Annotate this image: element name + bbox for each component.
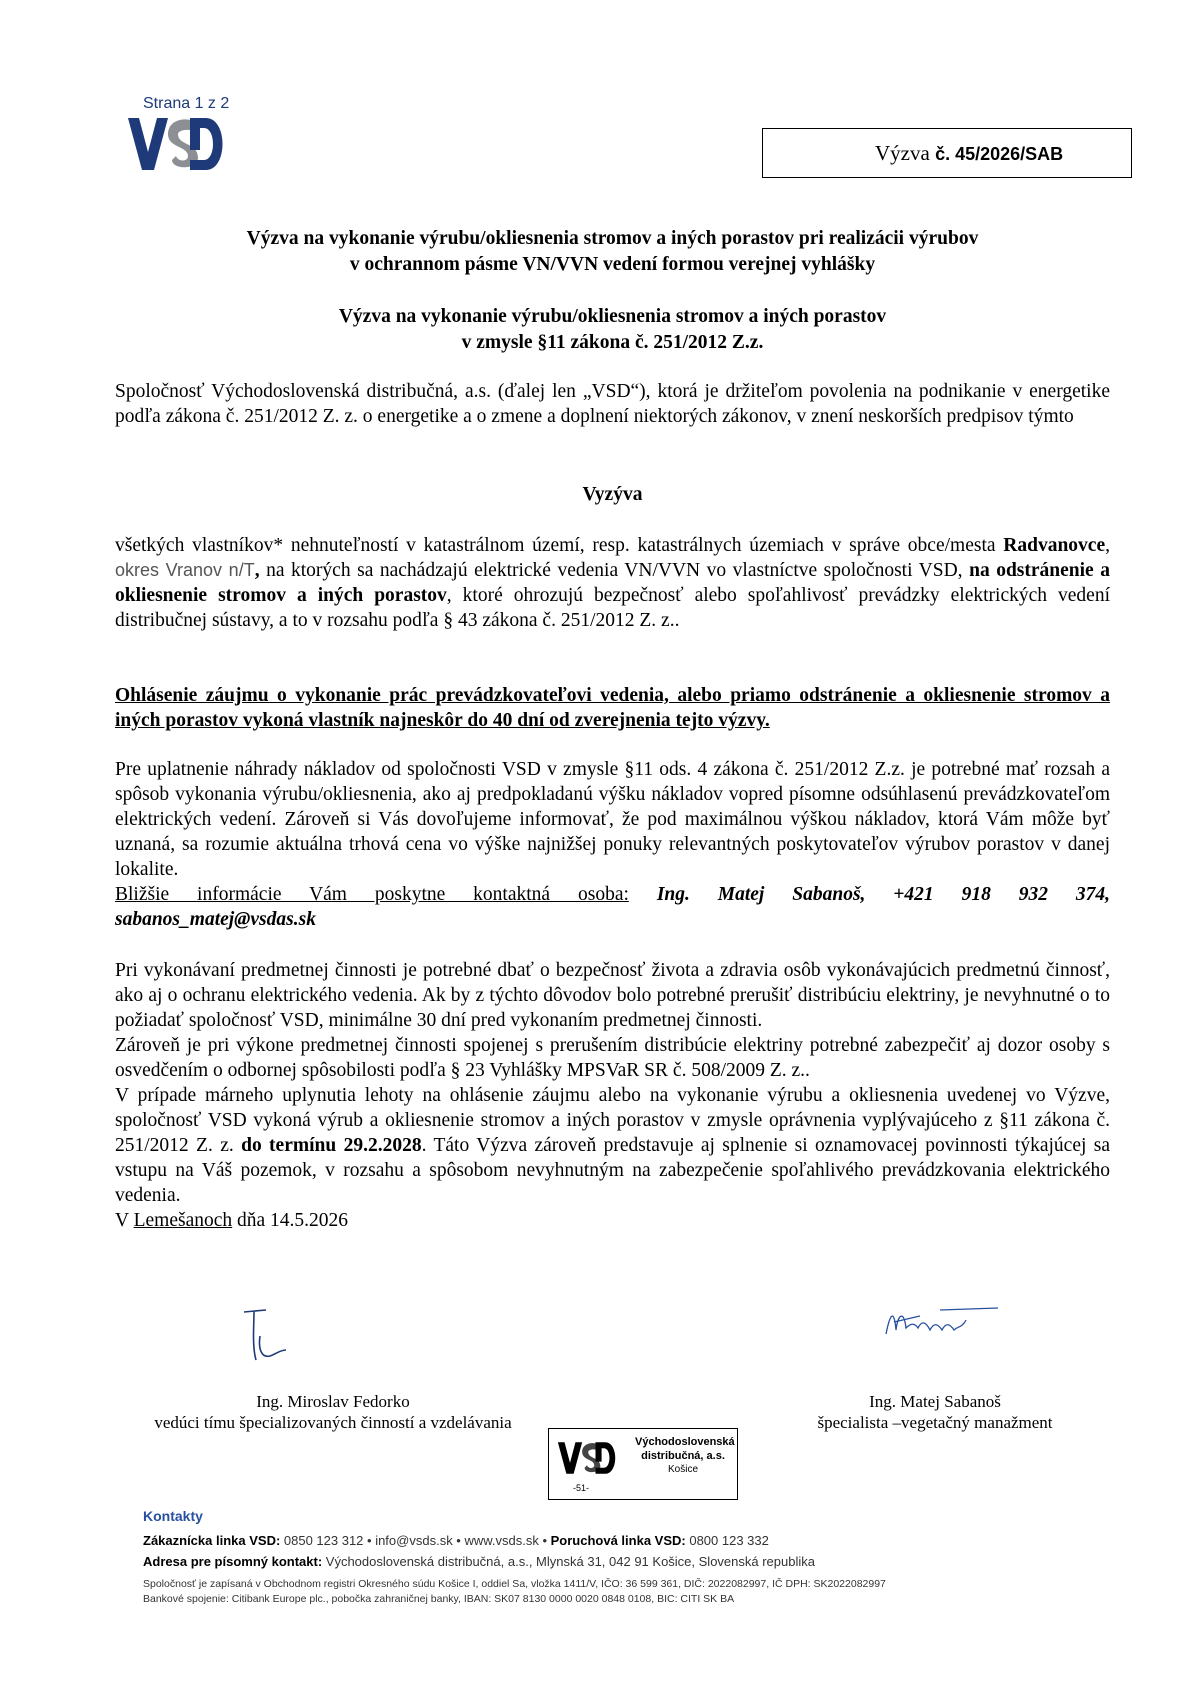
main-title-line2: v ochrannom pásme VN/VVN vedení formou verejnej vyhlášky: [349, 254, 876, 275]
sub-title: [115, 304, 1110, 356]
calls-bold-phrase: na odstránenie a okliesnenie stromov a iných porastov: [115, 560, 1110, 606]
stamp-line1: Východoslovenská: [635, 1436, 735, 1448]
footer-fault-label: Poruchová linka VSD:: [550, 1533, 686, 1548]
calls-text-4: , ktoré ohrozujú bezpečnosť alebo spoľahlivosť prevádzky elektrických vedení distribučnej sústavy, a to v rozsahu podľa § 43 zákona č. 251/2012 Z. z..: [115, 585, 1110, 631]
footer-address-text: Východoslovenská distribučná, a.s., Mlynská 31, 042 91 Košice, Slovenská republika: [322, 1554, 815, 1569]
company-stamp: [548, 1428, 738, 1500]
place-date-suffix: dňa 14.5.2026: [232, 1210, 349, 1231]
signatory-left-role: vedúci tímu špecializovaných činností a vzdelávania: [154, 1413, 512, 1432]
safety-paragraph: [115, 958, 1110, 1233]
calls-text-3: na ktorých sa nachádzajú elektrické vedenia VN/VVN vo vlastníctve spoločnosti VSD,: [259, 560, 970, 581]
reference-box: [762, 128, 1132, 178]
footer-line1: [143, 1533, 769, 1548]
stamp-line2: distribučná, a.s.: [641, 1450, 725, 1462]
signatory-right-name: Ing. Matej Sabanoš: [869, 1392, 1001, 1411]
calls-text-2: ,: [1105, 535, 1110, 556]
reference-prefix: Výzva: [875, 141, 936, 165]
reference-number: č. 45/2026/SAB: [935, 144, 1064, 164]
district-name: okres Vranov n/T: [115, 560, 255, 580]
compensation-text: Pre uplatnenie náhrady nákladov od spoločnosti VSD v zmysle §11 ods. 4 zákona č. 251/2012 Z.z. je potrebné mať rozsah a spôsob vykonania výrubu/okliesnenia, ako aj predpokladanú výšku nákladov vopred písomne odsúhlasenú prevádzkovateľom elektrických vedení. Zároveň si Vás dovoľujeme informovať, že pod maximálnou výškou nákladov, ktorá Vám môže byť uznaná, sa rozumie aktuálna trhová cena vo výške najnižšej ponuky relevantných poskytovateľov výrubov porastov v danej lokalite.: [115, 759, 1110, 880]
stamp-logo-icon: [555, 1441, 619, 1475]
signature-sabanos: [880, 1300, 1000, 1350]
place-prefix: V: [115, 1210, 134, 1231]
signatory-left-name: Ing. Miroslav Fedorko: [256, 1392, 410, 1411]
contact-email: sabanos_matej@vsdas.sk: [115, 909, 316, 930]
vsd-logo-icon: [128, 116, 224, 172]
sub-title-line1: Výzva na vykonanie výrubu/okliesnenia stromov a iných porastov: [338, 306, 887, 327]
intro-paragraph: [115, 379, 1110, 429]
stamp-code: -51-: [573, 1483, 590, 1493]
deadline-notice: [115, 683, 1110, 733]
municipality-name: Radvanovce: [1003, 535, 1106, 556]
footer-registry: Spoločnosť je zapísaná v Obchodnom registri Okresného súdu Košice I, oddiel Sa, vložka 1411/V, IČO: 36 599 361, DIČ: 2022082997, IČ DPH: SK2022082997: [143, 1578, 886, 1590]
expiry-text-2: . Táto Výzva zároveň predstavuje aj splnenie si oznamovacej povinnosti týkajúcej sa vstupu na Váš pozemok, v rozsahu a spôsobom nevyhnutným na zabezpečenie spoľahlivého prevádzkovania elektrického vedenia.: [115, 1135, 1111, 1206]
safety-text: Pri vykonávaní predmetnej činnosti je potrebné dbať o bezpečnosť života a zdravia osôb vykonávajúcich predmetnú činnosť, ako aj o ochranu elektrického vedenia. Ak by z týchto dôvodov bolo potrebné prerušiť distribúciu elektriny, je nevyhnutné o to požiadať spoločnosť VSD, minimálne 30 dní pred vykonaním predmetnej činnosti.: [115, 960, 1110, 1031]
footer-line2: [143, 1554, 815, 1569]
contact-line: [115, 882, 1110, 907]
signature-left: [138, 1391, 528, 1433]
compensation-paragraph: [115, 757, 1110, 932]
footer-customer-label: Zákaznícka linka VSD:: [143, 1533, 281, 1548]
main-title-line1: Výzva na vykonanie výrubu/okliesnenia stromov a iných porastov pri realizácii výrubov: [246, 228, 979, 249]
main-title: [115, 226, 1110, 278]
expiry-text-1: V prípade márneho uplynutia lehoty na ohlásenie záujmu alebo na vykonanie výrubu a okliesnenia uvedenej vo Výzve, spoločnosť VSD vykoná výrub a okliesnenie stromov a iných porastov v zmysle oprávnenia vyplývajúceho z §11 zákona č. 251/2012 Z. z.: [115, 1085, 1110, 1156]
footer-customer-text: 0850 123 312 • info@vsds.sk • www.vsds.sk •: [280, 1533, 551, 1548]
calls-text-1: všetkých vlastníkov* nehnuteľností v katastrálnom území, resp. katastrálnych územiach v správe obce/mesta: [115, 535, 1004, 556]
calls-paragraph: [115, 533, 1110, 633]
deadline-notice-text: Ohlásenie záujmu o vykonanie prác prevádzkovateľovi vedenia, alebo priamo odstránenie a okliesnenie stromov a iných porastov vykoná vlastník najneskôr do 40 dní od zverejnenia tejto výzvy.: [115, 685, 1110, 731]
place-city: Lemešanoch: [133, 1210, 233, 1231]
supervision-text: Zároveň je pri výkone predmetnej činnosti spojenej s prerušením distribúcie elektriny potrebné zabezpečiť aj dozor osoby s osvedčením o odbornej spôsobilosti podľa § 23 Vyhlášky MPSVaR SR č. 508/2009 Z. z..: [115, 1035, 1110, 1081]
expiry-deadline: do termínu 29.2.2028: [241, 1135, 422, 1156]
footer-heading: Kontakty: [143, 1508, 203, 1524]
signatory-right-role: špecialista –vegetačný manažment: [817, 1413, 1053, 1432]
page-counter: Strana 1 z 2: [143, 95, 230, 112]
footer-address-label: Adresa pre písomný kontakt:: [143, 1554, 323, 1569]
footer-fault-text: 0800 123 332: [685, 1533, 769, 1548]
stamp-line3: Košice: [667, 1464, 698, 1475]
contact-person-phone: Ing. Matej Sabanoš, +421 918 932 374,: [656, 884, 1111, 905]
signature-fedorko: [240, 1306, 290, 1364]
contact-label: Bližšie informácie Vám poskytne kontaktná osoba:: [115, 884, 629, 905]
district-comma: ,: [254, 560, 260, 581]
place-date: [115, 1208, 1110, 1233]
sub-title-line2: v zmysle §11 zákona č. 251/2012 Z.z.: [461, 332, 764, 353]
footer-bank: Bankové spojenie: Citibank Europe plc., pobočka zahraničnej banky, IBAN: SK07 8130 0000 0020 0848 0108, BIC: CITI SK BA: [143, 1593, 735, 1605]
intro-text: Spoločnosť Východoslovenská distribučná, a.s. (ďalej len „VSD“), ktorá je držiteľom povolenia na podnikanie v energetike podľa zákona č. 251/2012 Z. z. o energetike a o zmene a doplnení niektorých zákonov, v znení neskorších predpisov týmto: [115, 381, 1110, 427]
signature-right: [790, 1391, 1080, 1433]
calls-heading: Vyzýva: [582, 484, 643, 505]
stamp-text: [635, 1435, 735, 1477]
